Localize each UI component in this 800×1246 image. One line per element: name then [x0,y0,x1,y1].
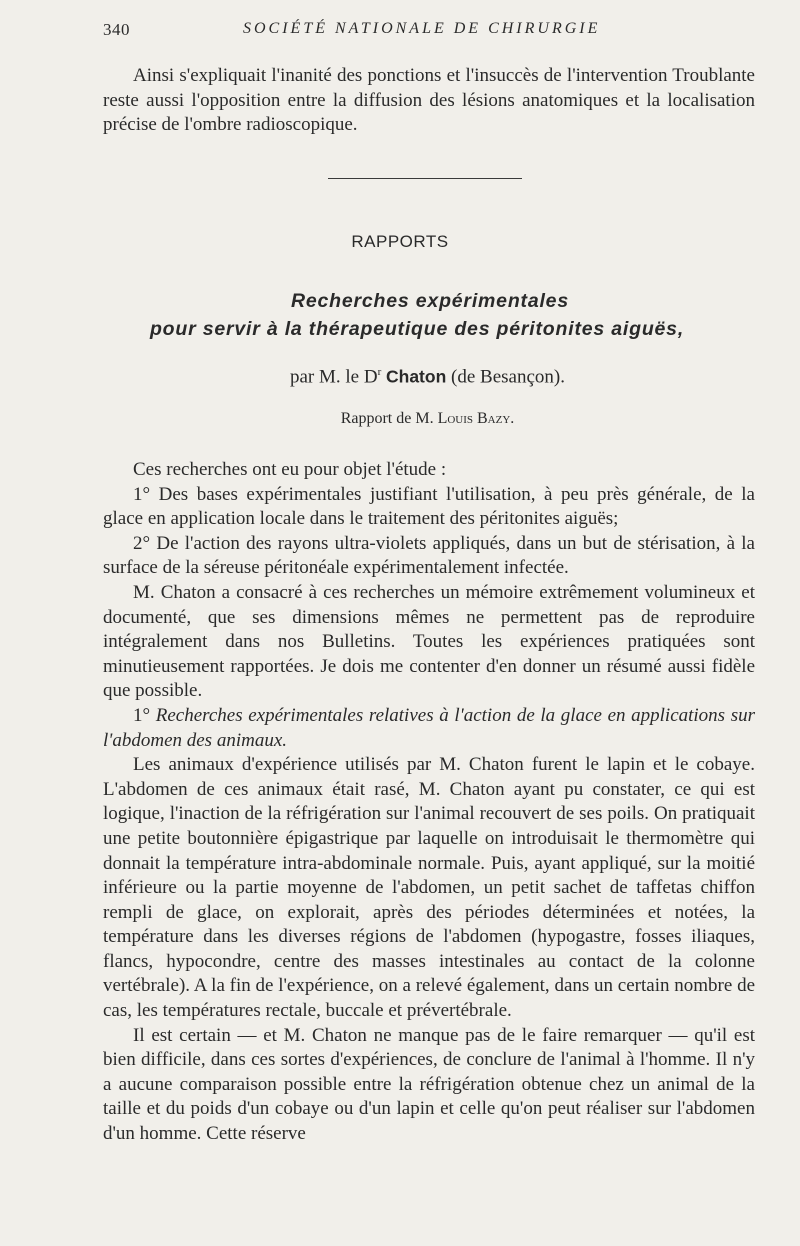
article-title-line-1: Recherches expérimentales [291,290,569,312]
paragraph-4: M. Chaton a consacré à ces recherches un mémoire extrêmement volumineux et documenté, que ses dimensions mêmes ne permettent pas de reproduire intégralement dans nos Bulletins. Toutes les expériences pratiquées sont minutieusement rapportées. Je dois me contenter d'en donner un résumé aussi fidèle que possible. [103,581,755,702]
page-number: 340 [103,20,130,39]
rapport-line [0,410,800,428]
paragraph-5 [103,704,755,753]
section-heading: RAPPORTS [351,232,449,251]
section-number: 1° [133,704,151,726]
paragraph-6: Les animaux d'expérience utilisés par M. Chaton furent le lapin et le cobaye. L'abdomen de ces animaux était rasé, M. Chaton ayant pu constater, ce qui est logique, l'inaction de la réfrigération sur l'animal recouvert de ses poils. On pratiquait une petite boutonnière épigastrique par laquelle on introduisait le thermomètre qui donnait la température intra-abdominale normale. Puis, ayant appliqué, sur la moitié inférieure ou la partie moyenne de l'abdomen, un petit sachet de taffetas chiffon rempli de glace, on explorait, après des périodes déterminées et notées, la température dans les diverses régions de l'abdomen (hypogastre, fosses iliaques, flancs, hypocondre, centre des masses intestinales au contact de la colonne vertébrale). A la fin de l'expérience, on a relevé également, dans un certain nombre de cas, les températures rectale, buccale et prévertébrale. [103,754,755,1022]
byline [0,366,800,388]
paragraph-7: Il est certain — et M. Chaton ne manque pas de le faire remarquer — qu'il est bien difficile, dans ces sortes d'expériences, de conclure de l'animal à l'homme. Il n'y a aucune comparaison possible entre la réfrigération obtenue chez un animal de la taille et du poids d'un cobaye ou d'un lapin et celle qu'on peut réaliser sur l'abdomen d'un homme. Cette réserve [103,1024,755,1145]
byline-superscript: r [377,366,382,378]
section-divider [328,178,522,179]
rapport-author: Louis Bazy. [437,410,515,427]
byline-suffix: (de Besançon). [451,366,565,388]
journal-title: SOCIÉTÉ NATIONALE DE CHIRURGIE [243,20,601,37]
paragraph-1: Ces recherches ont eu pour objet l'étude : [133,459,447,480]
article-body [103,458,755,1147]
paragraph-2: 1° Des bases expérimentales justifiant l'utilisation, à peu près générale, de la glace en application locale dans le traitement des péritonites aiguës; [103,483,755,530]
paragraph-3: 2° De l'action des rayons ultra-violets appliqués, dans un but de stérisation, à la surface de la séreuse péritonéale expérimentalement infectée. [103,532,755,579]
rapport-prefix: Rapport de M. [340,410,434,427]
intro-block [103,64,755,138]
intro-paragraph: Ainsi s'expliquait l'inanité des ponctions et l'insuccès de l'intervention Troublante reste aussi l'opposition entre la diffusion des lésions anatomiques et la localisation précise de l'ombre radioscopique. [103,65,755,136]
byline-prefix: par M. le D [289,366,378,388]
article-title-line-2: pour servir à la thérapeutique des péritonites aiguës, [149,318,685,340]
running-head [103,20,752,42]
byline-author: Chaton [386,366,447,387]
subsection-heading: Recherches expérimentales relatives à l'action de la glace en applications sur l'abdomen des animaux. [103,704,755,751]
